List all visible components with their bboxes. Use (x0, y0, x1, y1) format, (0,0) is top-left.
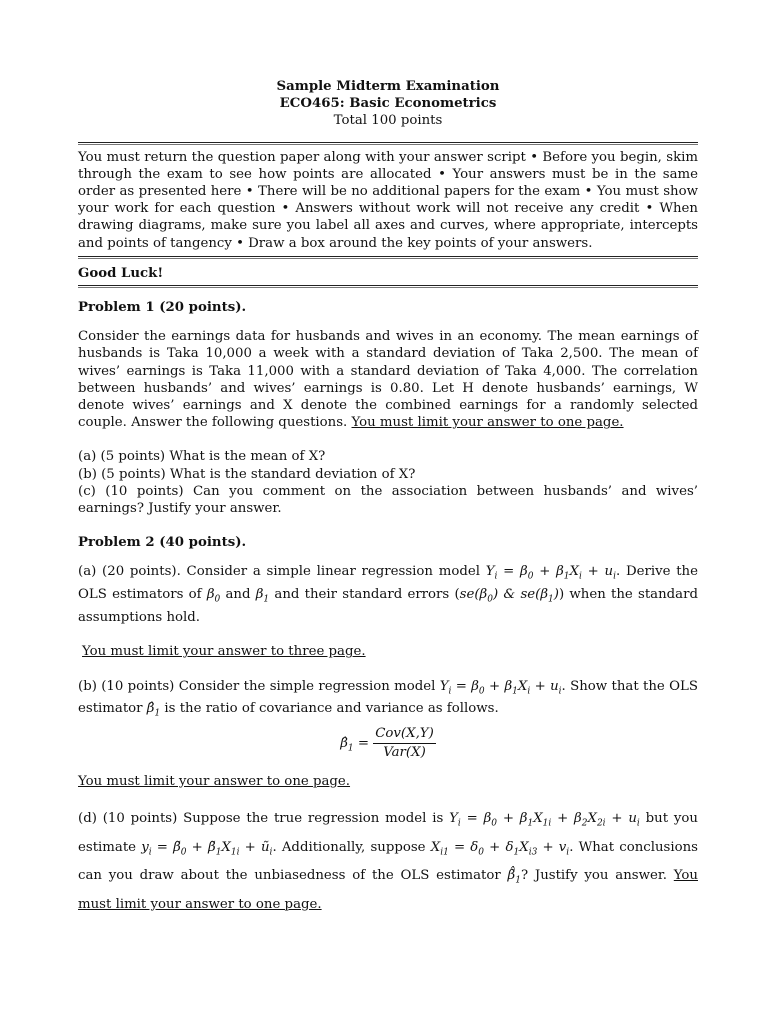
course-name: ECO465: Basic Econometrics (279, 96, 497, 112)
problem2-part-b: (b) (10 points) Consider the simple regression model $Y_i = \beta_0 + \beta_1X_i + u_i$. Show that the OLS estimator $\betâ_1$ is the ratio of covariance and variance as follows. (78, 678, 698, 720)
formula-numerator: Cov(X,Y) (373, 725, 436, 743)
part-b-limit: You must limit your answer to one page. (78, 773, 351, 789)
exam-title: Sample Midterm Examination (276, 79, 500, 94)
formula-denominator: Var(X) (383, 744, 426, 760)
part-d-limit: You must limit your answer to one page. (78, 868, 698, 912)
bottom-rule (78, 285, 698, 288)
total-points: Total 100 points (333, 113, 443, 129)
regression-equation: $Y_i = \beta_0 + \beta_1X_i + u_i$ (485, 564, 616, 583)
good-luck: Good Luck! (78, 265, 164, 281)
problem1-limit: You must limit your answer to one page. (351, 415, 624, 431)
instructions: You must return the question paper along with your answer script • Before you begin, skim through the exam to see how points are allocated • Your answers must be in the same order as presented here • There will be no additional papers for the exam • You must show your work for each question • Answers without work will not receive any credit • When drawing diagrams, make sure you label all axes and curves, where appropriate, intercepts and points of tangency • Draw a box around the key points of your answers. (78, 149, 698, 251)
problem1-qb: (b) (5 points) What is the standard deviation of X? (78, 466, 416, 482)
exam-page (78, 78, 698, 916)
formula-fraction (373, 725, 436, 760)
problem2-part-d: (d) (10 points) Suppose the true regression model is $Y_i = \beta_0 + \beta_1X_{1i} + \beta_2X_{2i} + u_i$ but you estimate $y_i$ = $\betã_0$ + $\betã_1X_{1i}$ + $ũ_i$. Additionally, suppose $X_{i1} = \delta_0 + \delta_1X_{i3} + v_i$. What conclusions can you draw about the unbiasedness of the OLS estimator $\betã̂_1$? Justify you answer. You must limit your answer to one page. (78, 810, 698, 912)
problem1-qc: (c) (10 points) Can you comment on the association between husbands’ and wives’ earnings? Justify your answer. (78, 483, 698, 517)
problem1-title: Problem 1 (20 points). (78, 300, 247, 316)
part-a-limit: You must limit your answer to three page. (82, 644, 366, 660)
problem1-qa: (a) (5 points) What is the mean of X? (78, 449, 326, 465)
problem2-part-a: (a) (20 points). Consider a simple linear regression model $Y_i = \beta_0 + \beta_1X_i + u_i$. Derive the OLS estimators of $\beta_0$ and $\beta_1$ and their standard errors ($se(\beta_0)$ & $se(\beta_1)$) when the standard assumptions hold. (78, 564, 698, 626)
problem1-text: Consider the earnings data for husbands and wives in an economy. The mean earnings of husbands is Taka 10,000 a week with a standard deviation of Taka 2,500. The mean of wives’ earnings is Taka 11,000 with a standard deviation of Taka 4,000. The correlation between husbands’ and wives’ earnings is 0.80. Let H denote husbands’ earnings, W denote wives’ earnings and X denote the combined earnings for a randomly selected couple. Answer the following questions. (78, 329, 698, 431)
exam-header (78, 78, 698, 130)
problem2-title: Problem 2 (40 points). (78, 535, 247, 551)
standard-errors: $se(\beta_0)$ & $se(\beta_1)$ (459, 587, 559, 605)
problem1-body (78, 328, 698, 431)
covariance-formula: $\betâ_1$ = $\frac{\text{Cov(X,Y)}}{\text{Var(X)}}$ (340, 726, 434, 760)
